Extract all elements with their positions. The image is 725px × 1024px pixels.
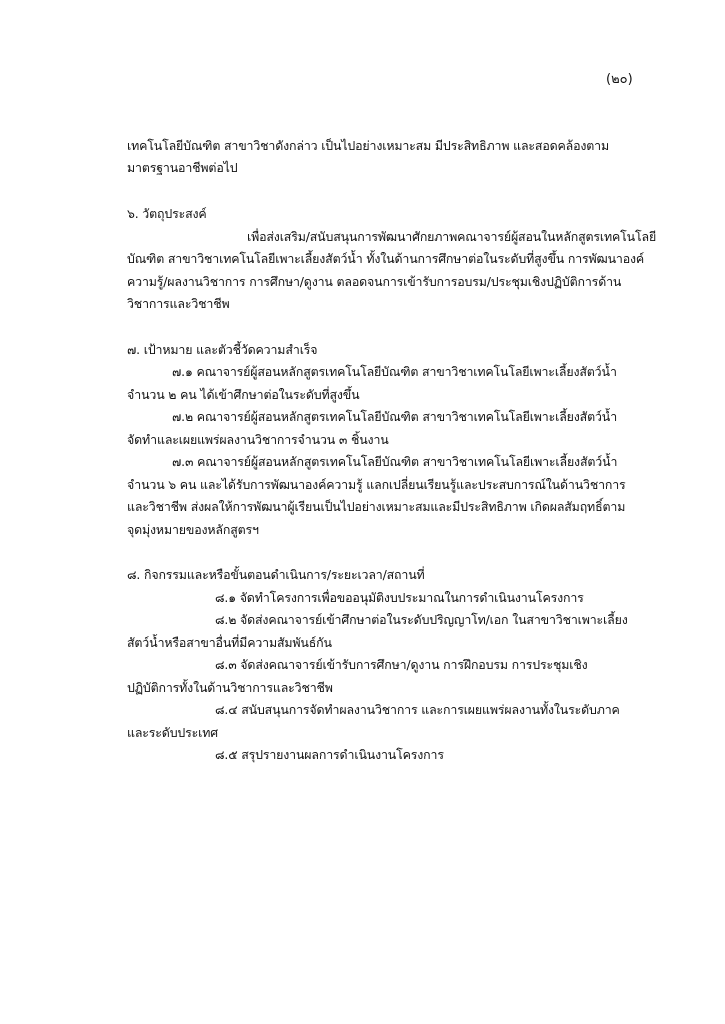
section-6-line: เพื่อส่งเสริม/สนับสนุนการพัฒนาศักยภาพคณาจารย์ผู้สอนในหลักสูตรเทคโนโลยี <box>247 229 657 244</box>
section-8-item-line: ๘.๒ จัดส่งคณาจารย์เข้าศึกษาต่อในระดับปริญญาโท/เอก ในสาขาวิชาเพาะเลี้ยง <box>215 612 628 627</box>
section-8-item-line: สัตว์น้ำหรือสาขาอื่นที่มีความสัมพันธ์กัน <box>127 635 332 650</box>
section-8-item-line: และระดับประเทศ <box>127 725 218 740</box>
section-7-item-line: จำนวน ๖ คน และได้รับการพัฒนาองค์ความรู้ แลกเปลี่ยนเรียนรู้และประสบการณ์ในด้านวิชาการ <box>127 477 626 492</box>
section-7-heading: ๗. เป้าหมาย และตัวชี้วัดความสำเร็จ <box>127 342 318 357</box>
section-7-item-line: จำนวน ๒ คน ได้เข้าศึกษาต่อในระดับที่สูงขึ้น <box>127 387 360 402</box>
intro-line: มาตรฐานอาชีพต่อไป <box>127 160 238 175</box>
section-6-line: บัณฑิต สาขาวิชาเทคโนโลยีเพาะเลี้ยงสัตว์น้ำ ทั้งในด้านการศึกษาต่อในระดับที่สูงขึ้น การพัฒนาองค์ <box>127 251 645 266</box>
section-7-item-line: จุดมุ่งหมายของหลักสูตรฯ <box>127 522 259 537</box>
section-7-item-line: ๗.๒ คณาจารย์ผู้สอนหลักสูตรเทคโนโลยีบัณฑิต สาขาวิชาเทคโนโลยีเพาะเลี้ยงสัตว์น้ำ <box>172 409 618 424</box>
section-8-item-line: ๘.๑ จัดทำโครงการเพื่อขออนุมัติงบประมาณในการดำเนินงานโครงการ <box>215 590 584 605</box>
section-6-heading: ๖. วัตถุประสงค์ <box>127 206 207 221</box>
section-7-item-line: จัดทำและเผยแพร่ผลงานวิชาการจำนวน ๓ ชิ้นงาน <box>127 432 389 447</box>
section-8-item-line: ๘.๓ จัดส่งคณาจารย์เข้ารับการศึกษา/ดูงาน การฝึกอบรม การประชุมเชิง <box>215 657 588 672</box>
intro-line: เทคโนโลยีบัณฑิต สาขาวิชาดังกล่าว เป็นไปอย่างเหมาะสม มีประสิทธิภาพ และสอดคล้องตาม <box>127 138 610 153</box>
section-6-line: วิชาการและวิชาชีพ <box>127 296 230 311</box>
section-8-heading: ๘. กิจกรรมและหรือขั้นตอนดำเนินการ/ระยะเวลา/สถานที่ <box>127 567 425 582</box>
section-7-item-line: และวิชาชีพ ส่งผลให้การพัฒนาผู้เรียนเป็นไปอย่างเหมาะสมและมีประสิทธิภาพ เกิดผลสัมฤทธิ์ตาม <box>127 499 626 514</box>
section-6-line: ความรู้/ผลงานวิชาการ การศึกษา/ดูงาน ตลอดจนการเข้ารับการอบรม/ประชุมเชิงปฏิบัติการด้าน <box>127 274 622 289</box>
section-7-item-line: ๗.๓ คณาจารย์ผู้สอนหลักสูตรเทคโนโลยีบัณฑิต สาขาวิชาเทคโนโลยีเพาะเลี้ยงสัตว์น้ำ <box>172 454 618 469</box>
section-7-item-line: ๗.๑ คณาจารย์ผู้สอนหลักสูตรเทคโนโลยีบัณฑิต สาขาวิชาเทคโนโลยีเพาะเลี้ยงสัตว์น้ำ <box>172 364 617 379</box>
page-number: (๒๐) <box>606 72 633 87</box>
section-8-item-line: ๘.๔ สนับสนุนการจัดทำผลงานวิชาการ และการเผยแพร่ผลงานทั้งในระดับภาค <box>215 702 620 717</box>
section-8-item-line: ๘.๕ สรุปรายงานผลการดำเนินงานโครงการ <box>215 747 444 762</box>
section-8-item-line: ปฏิบัติการทั้งในด้านวิชาการและวิชาชีพ <box>127 680 333 695</box>
